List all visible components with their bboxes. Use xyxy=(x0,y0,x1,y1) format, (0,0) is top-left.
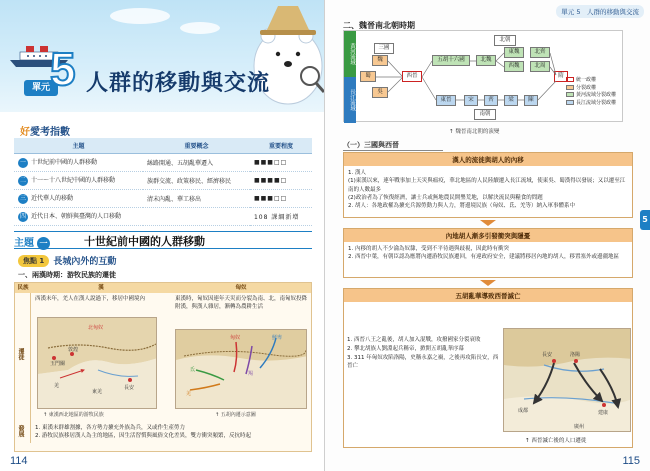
map3-caption: ↑ 西晉滅亡後的人口遷徙 xyxy=(525,438,587,444)
map2-caption-text: 五胡內遷示意圖 xyxy=(220,412,256,418)
row-label-migration: 遷徙 xyxy=(17,348,24,360)
xijin-migration-map xyxy=(503,328,631,432)
flow-box-shu: 蜀 xyxy=(360,71,376,82)
xiongnu-migration-text: 東漢時，匈奴因連年天災而分裂為南、北，南匈奴投降附漢，與漢人雜居，漸轉為農耕生活 xyxy=(175,296,308,310)
flow-box-beizhou: 北周 xyxy=(530,61,550,72)
legend-swatch-blue xyxy=(566,100,574,105)
map3-label: 洛陽 xyxy=(570,352,581,358)
unit-number: 5 xyxy=(50,43,76,95)
table-header: 主題 xyxy=(14,138,143,154)
map2-label: 氐 xyxy=(190,367,196,373)
map3-label: 廣州 xyxy=(574,424,585,430)
map1-label: 北匈奴 xyxy=(88,325,104,331)
map-drawing xyxy=(176,330,307,409)
flow-caption-text: 魏晉南北朝的演變 xyxy=(455,129,500,135)
panel-body: 1. 內移的胡人不少淪為奴隸，受到不平待遇與歧視，因此時有衝突 2. 西晉中葉，有朝臣認為應將內遷游牧民族遷回，有違政府安全，建議將移居內地的胡人，移置塞外或邊疆地區 xyxy=(348,246,619,261)
flow-box-qi: 齊 xyxy=(484,95,498,106)
row-number-badge: 一 xyxy=(19,159,26,166)
panel-han-migration xyxy=(343,152,633,218)
focus-badge: 焦點 1 xyxy=(18,255,49,267)
right-page xyxy=(325,0,650,471)
legend-label: 統一政權 xyxy=(576,77,597,83)
legend-item xyxy=(566,100,616,108)
panel-body: 1. 漢人 (1)東漢以來，連年戰事加上天災與瘟疫，華北地區的人民陸續遷入長江流域，使東吳、蜀漢得以發展；又以遷至江南的人數最多 (2)政治者為了恢復經濟，讓士兵或無地農民開墾荒地，以解決流民與糧食的問題 2. 胡人：各地政權為擴充兵源勞動力與人力，將邊境民族（匈奴、氐、羌等）納入軍事體系中 xyxy=(348,170,626,209)
migration-comparison-table xyxy=(14,282,312,452)
map3-label: 建康 xyxy=(598,410,609,416)
dynasty-flow-diagram xyxy=(343,30,623,122)
row-concept xyxy=(143,208,250,226)
col-head-ethnic: 民族 xyxy=(17,285,29,291)
page-number-left: 114 xyxy=(10,455,28,467)
development-line: 1. 東漢末群雄割據，各方勢力擴充外族為兵，又或作生產勞力 xyxy=(35,425,185,431)
map1-caption: ↑ 東漢西北地區的游牧民族 xyxy=(43,412,104,418)
legend-swatch-red xyxy=(566,77,574,82)
table-row xyxy=(14,172,312,190)
row-importance: 108 課綱新增 xyxy=(250,208,312,226)
table-cell xyxy=(14,172,143,190)
map2-label: 匈奴 xyxy=(230,335,241,341)
panel-hu-conflict xyxy=(343,228,633,278)
love-index-hao: 好 xyxy=(20,127,30,138)
row-topic: 近代日本、朝鮮與臺灣的人口移動 xyxy=(31,213,122,220)
map1-label: 羌 xyxy=(54,383,60,389)
panel-body: 1. 西晉八王之亂後，胡人加入混戰，攻撥國家分裂衰敗 2. 攀北胡族人劉淵起兵稱帝，掀開五胡亂華序幕 3. 311 年匈奴攻陷洛陽，史稱永嘉之禍，之後再攻陷長安，西晉亡 xyxy=(347,337,499,370)
theme-title: 十世紀前中國的人群移動 xyxy=(84,235,205,248)
east-han-map xyxy=(37,317,157,409)
flow-box-sui: 隋 xyxy=(554,71,568,82)
arrow-down-icon xyxy=(480,220,496,226)
row-importance: ■■■□□ xyxy=(250,154,312,172)
map1-caption-text: 東漢西北地區的游牧民族 xyxy=(48,412,104,418)
row-concept: 族群交流、政策移民、經濟移民 xyxy=(143,172,250,190)
table-row xyxy=(14,190,312,208)
map1-label: 敦煌 xyxy=(68,347,79,353)
theme-tag xyxy=(14,234,53,250)
subsection-heading: （一）三國與西晉 xyxy=(343,140,443,151)
running-head: 單元 5 人群的移動與交流 xyxy=(556,5,644,18)
unit-title: 人群的移動與交流 xyxy=(86,71,271,96)
col-head-han: 漢 xyxy=(98,285,104,291)
row-concept: 絲路開通、五胡亂華遷入 xyxy=(143,154,250,172)
flow-box-liang: 梁 xyxy=(504,95,518,106)
map2-label: 鮮卑 xyxy=(272,335,283,341)
map2-caption: ↑ 五胡內遷示意圖 xyxy=(215,412,256,418)
development-text xyxy=(35,425,305,441)
arrow-down-icon xyxy=(480,280,496,286)
region-yangtze: 長江流域 xyxy=(344,77,356,123)
legend-label: 長江流域分裂政權 xyxy=(576,99,617,106)
map1-label: 東羌 xyxy=(92,389,103,395)
flow-box-xiwei: 西魏 xyxy=(504,61,524,72)
row-topic: 十世紀前中國的人群移動 xyxy=(31,159,98,166)
comparison-header-row xyxy=(15,283,311,293)
theme-number-badge: 一 xyxy=(37,237,50,250)
row-label-column xyxy=(15,293,31,443)
table-cell xyxy=(14,154,143,172)
section-heading: 二、魏晉南北朝時期 xyxy=(343,21,415,30)
flow-box-dongjin: 東晉 xyxy=(436,95,456,106)
development-line: 2. 游牧民族移居漢人為主的地區，因生活習慣與風俗文化差異，雙方衝突頻繁，反抗時起 xyxy=(35,432,251,439)
map3-label: 長安 xyxy=(542,352,553,358)
five-hu-map xyxy=(175,329,307,409)
table-cell xyxy=(14,190,143,208)
flow-box-dongwei: 東魏 xyxy=(504,47,524,58)
map3-label: 成都 xyxy=(518,408,529,414)
legend-item xyxy=(566,85,616,93)
map3-caption-text: 西晉滅亡後的人口遷徙 xyxy=(531,438,587,444)
flow-box-wu: 吳 xyxy=(372,87,388,98)
flow-legend xyxy=(566,77,616,107)
theme-heading-bar xyxy=(14,231,312,249)
flow-box-song: 宋 xyxy=(464,95,478,106)
love-index-text: 愛考指數 xyxy=(30,127,70,138)
legend-item xyxy=(566,92,616,100)
flow-box-wuhu: 五胡十六國 xyxy=(432,55,470,66)
flow-box-beiwei: 北魏 xyxy=(476,55,496,66)
flow-box-xijin: 西晉 xyxy=(402,71,422,82)
chapter-side-tab: 5 xyxy=(640,210,650,230)
row-topic: 十一～十八世紀中國的人群移動 xyxy=(31,177,116,184)
table-row xyxy=(14,208,312,226)
flow-box-chen: 陳 xyxy=(524,95,538,106)
flow-box-sanguo: 三國 xyxy=(374,43,394,54)
focus-title: 長城內外的互動 xyxy=(53,257,117,267)
table-cell xyxy=(14,208,143,226)
map2-label: 羌 xyxy=(186,391,192,397)
legend-swatch-orange xyxy=(566,85,574,90)
row-number-badge: 四 xyxy=(19,213,26,220)
panel-title: 五胡亂華導致西晉滅亡 xyxy=(344,289,632,302)
legend-label: 分裂政權 xyxy=(576,84,597,91)
unit-hero-banner xyxy=(0,0,325,112)
flow-box-beiqi: 北齊 xyxy=(530,47,550,58)
row-importance: ■■■□□ xyxy=(250,190,312,208)
row-number-badge: 二 xyxy=(19,177,26,184)
flow-box-wei: 魏 xyxy=(372,55,388,66)
map-drawing xyxy=(504,329,631,432)
map1-label: 長安 xyxy=(124,385,135,391)
row-importance: ■■■■□ xyxy=(250,172,312,190)
legend-swatch-green xyxy=(566,92,574,97)
table-row xyxy=(14,154,312,172)
panel-title: 內地胡人漸多引發衝突與隱憂 xyxy=(344,229,632,242)
subsection-heading: 一、兩漢時期：游牧民族的遷徙 xyxy=(18,271,116,279)
table-header: 重要概念 xyxy=(143,138,250,154)
legend-label: 黃河流域分裂政權 xyxy=(576,92,617,98)
region-yellow-river: 黃河流域 xyxy=(344,31,356,77)
map2-label: 羯 xyxy=(248,371,254,377)
focus-heading xyxy=(18,254,116,267)
row-concept: 清末內亂、華工移出 xyxy=(143,190,250,208)
row-label-develop: 發展 xyxy=(17,425,24,437)
row-number-badge: 三 xyxy=(19,195,26,202)
flow-box-nanchao: 南朝 xyxy=(474,109,496,120)
han-migration-text: 西漢末年，羌人在漢人說過下，移居中國境內 xyxy=(35,296,146,302)
row-topic: 近代華人的移動 xyxy=(31,195,74,202)
theme-label: 主題 xyxy=(14,238,34,249)
unit-label: 單元 xyxy=(24,80,58,96)
flow-box-beichao: 北朝 xyxy=(494,35,516,46)
table-header: 重要程度 xyxy=(250,138,312,154)
col-head-xiongnu: 匈奴 xyxy=(235,285,247,291)
panel-title: 漢人的流徙與胡人的內移 xyxy=(344,153,632,166)
legend-item xyxy=(566,77,616,85)
topic-index-table xyxy=(14,138,312,226)
page-number-right: 115 xyxy=(622,455,640,467)
flow-caption: ↑ 魏晉南北朝的演變 xyxy=(449,129,500,135)
table-header-row xyxy=(14,138,312,154)
map1-label: 玉門關 xyxy=(50,361,66,367)
